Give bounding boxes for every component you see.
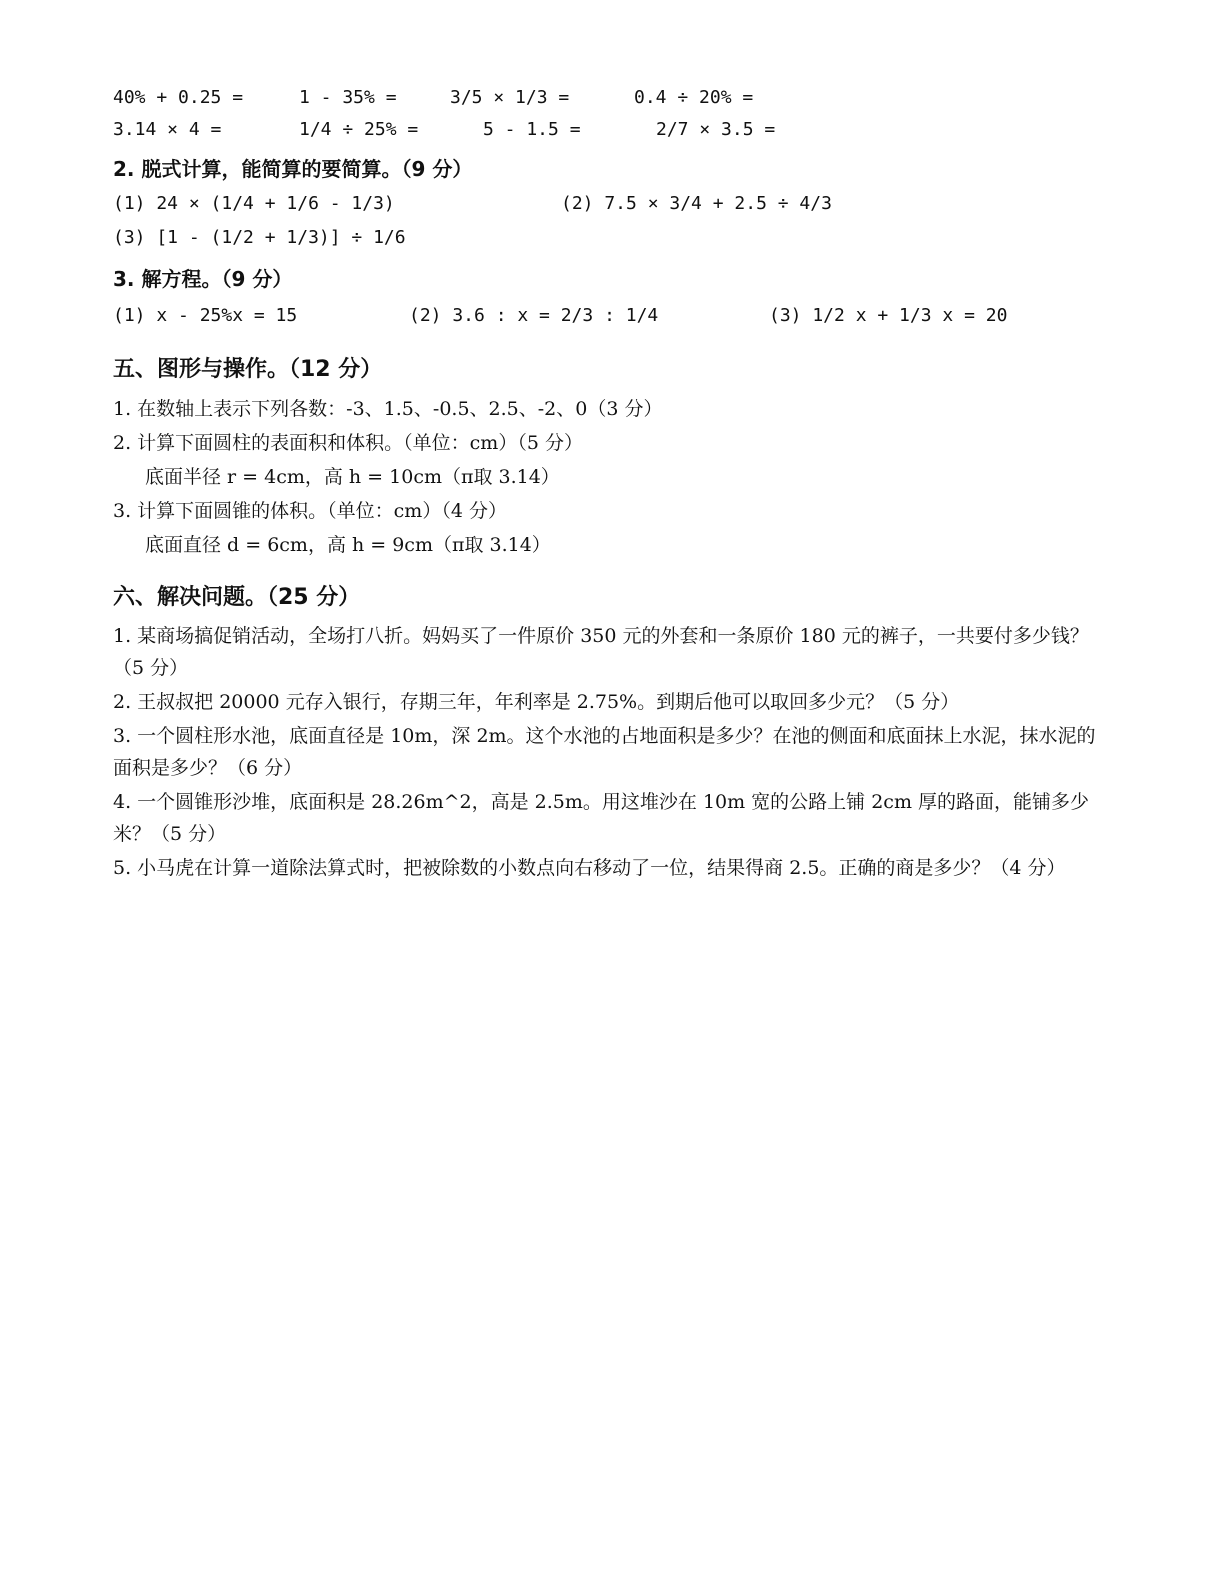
- q3-item: (2) 3.6 : x = 2/3 : 1/4: [409, 305, 659, 326]
- section5-item-3-detail: 底面直径 d = 6cm，高 h = 9cm（π取 3.14）: [145, 534, 551, 556]
- q3-item: (3) 1/2 x + 1/3 x = 20: [769, 305, 1008, 326]
- q3-item: (1) x - 25%x = 15: [113, 305, 298, 326]
- q3-heading: 3. 解方程。（9 分）: [113, 267, 293, 291]
- oral-calc-item: 1/4 ÷ 25% =: [299, 119, 419, 140]
- oral-calc-item: 3.14 × 4 =: [113, 119, 222, 140]
- q2-item: (1) 24 × (1/4 + 1/6 - 1/3): [113, 193, 395, 214]
- section6-heading: 六、解决问题。（25 分）: [113, 585, 361, 610]
- q2-row-2: [113, 220, 1113, 256]
- oral-calc-row-2: [113, 114, 1113, 146]
- q2-heading: 2. 脱式计算，能简算的要简算。（9 分）: [113, 157, 473, 181]
- oral-calc-item: 3/5 × 1/3 =: [450, 87, 570, 108]
- oral-calc-item: 2/7 × 3.5 =: [656, 119, 776, 140]
- oral-calc-item: 5 - 1.5 =: [483, 119, 581, 140]
- section5-item-3: 3. 计算下面圆锥的体积。（单位：cm）（4 分）: [113, 500, 507, 522]
- oral-calc-item: 1 - 35% =: [299, 87, 397, 108]
- section5-item-1: 1. 在数轴上表示下列各数：-3、1.5、-0.5、2.5、-2、0（3 分）: [113, 398, 663, 420]
- problem-2: 2. 王叔叔把 20000 元存入银行，存期三年，年利率是 2.75%。到期后他可以取回多少元？（5 分）: [113, 691, 960, 713]
- problem-3: 3. 一个圆柱形水池，底面直径是 10m，深 2m。这个水池的占地面积是多少？在池的侧面和底面抹上水泥，抹水泥的面积是多少？（6 分）: [113, 725, 1096, 779]
- oral-calc-item: 40% + 0.25 =: [113, 87, 244, 108]
- q2-item: (2) 7.5 × 3/4 + 2.5 ÷ 4/3: [561, 193, 832, 214]
- problem-5: 5. 小马虎在计算一道除法算式时，把被除数的小数点向右移动了一位，结果得商 2.5。正确的商是多少？（4 分）: [113, 857, 1066, 879]
- problem-4: 4. 一个圆锥形沙堆，底面积是 28.26m^2，高是 2.5m。用这堆沙在 10m 宽的公路上铺 2cm 厚的路面，能铺多少米？（5 分）: [113, 791, 1089, 845]
- section5-item-2-detail: 底面半径 r = 4cm，高 h = 10cm（π取 3.14）: [145, 466, 560, 488]
- q2-item: (3) [1 - (1/2 + 1/3)] ÷ 1/6: [113, 227, 406, 248]
- exam-page: [113, 82, 1113, 886]
- oral-calc-item: 0.4 ÷ 20% =: [634, 87, 754, 108]
- oral-calc-row-1: [113, 82, 1113, 114]
- section5-heading: 五、图形与操作。（12 分）: [113, 357, 383, 382]
- section5-item-2: 2. 计算下面圆柱的表面积和体积。（单位：cm）（5 分）: [113, 432, 583, 454]
- problem-1: 1. 某商场搞促销活动，全场打八折。妈妈买了一件原价 350 元的外套和一条原价 180 元的裤子，一共要付多少钱？（5 分）: [113, 625, 1089, 679]
- q2-row-1: [113, 188, 1113, 220]
- q3-row: [113, 298, 1113, 338]
